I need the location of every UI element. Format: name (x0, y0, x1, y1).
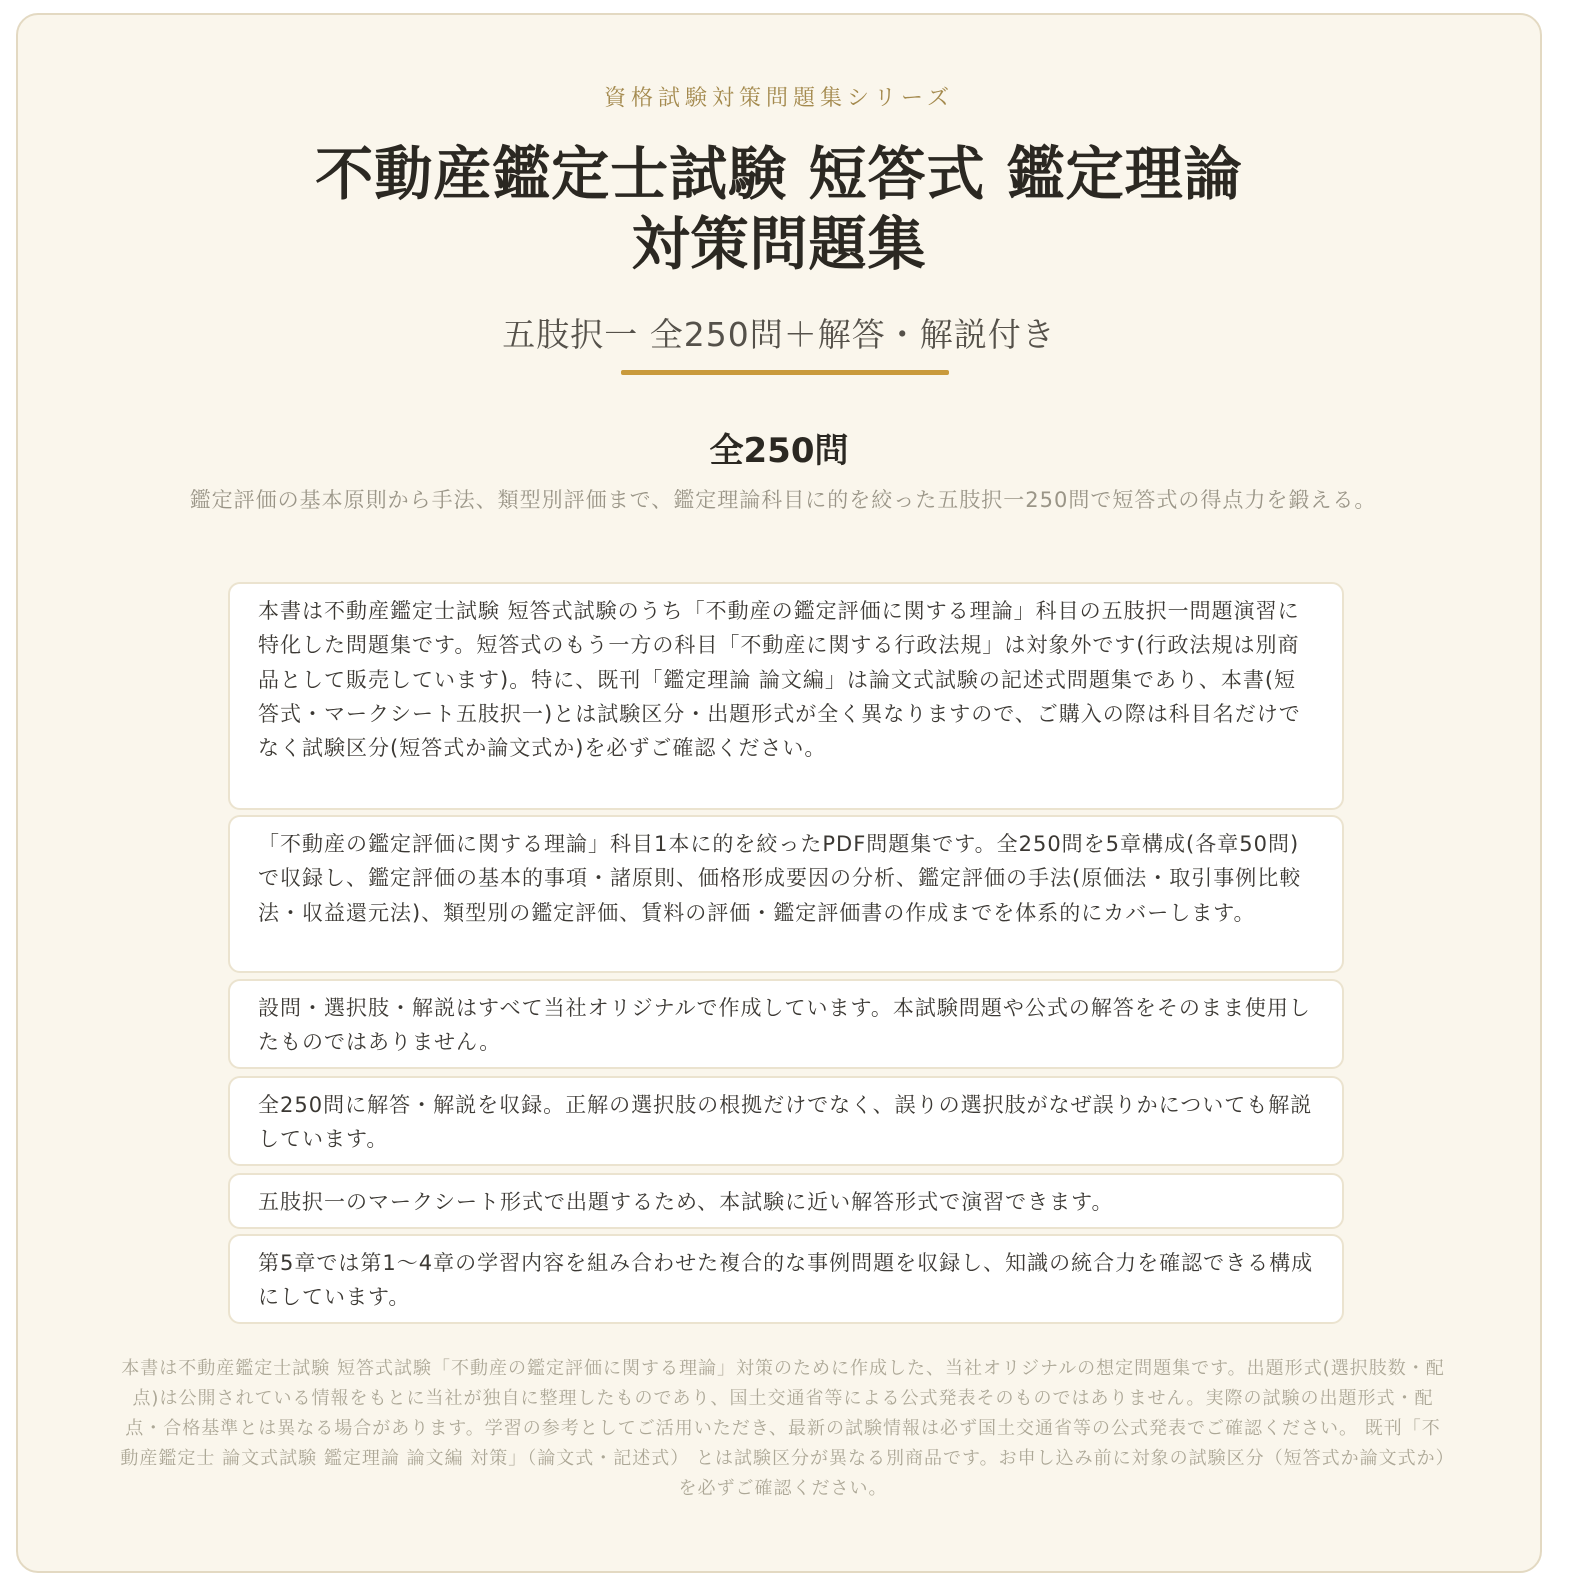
page-title (18, 139, 1540, 279)
series-label: 資格試験対策問題集シリーズ (604, 86, 954, 111)
accent-divider (621, 370, 949, 375)
lead-text: 鑑定評価の基本原則から手法、類型別評価まで、鑑定理論科目に的を絞った五肢択一250問で短答式の得点力を鍛える。 (189, 488, 1377, 512)
feature-box-originality: 設問・選択肢・解説はすべて当社オリジナルで作成しています。本試験問題や公式の解答をそのまま使用したものではありません。 (228, 979, 1344, 1069)
title-line-1: 不動産鑑定士試験 短答式 鑑定理論 (315, 140, 1243, 208)
page-card (16, 13, 1542, 1573)
feature-box-format: 五肢択一のマークシート形式で出題するため、本試験に近い解答形式で演習できます。 (228, 1173, 1344, 1229)
disclaimer-note: 本書は不動産鑑定士試験 短答式試験「不動産の鑑定評価に関する理論」対策のために作成した、当社オリジナルの想定問題集です。出題形式(選択肢数・配点)は公開されている情報をもとに当社が独自に整理したものであり、国土交通省等による公式発表そのものではありません。実際の試験の出題形式・配点・合格基準とは異なる場合があります。学習の参考としてご活用いただき、最新の試験情報は必ず国土交通省等の公式発表でご確認ください。 既刊「不動産鑑定士 論文式試験 鑑定理論 論文編 対策」（論文式・記述式） とは試験区分が異なる別商品です。お申し込み前に対象の試験区分（短答式か論文式か）を必ずご確認ください。 (120, 1358, 1446, 1499)
feature-box-contents: 「不動産の鑑定評価に関する理論」科目1本に的を絞ったPDF問題集です。全250問を5章構成(各章50問)で収録し、鑑定評価の基本的事項・諸原則、価格形成要因の分析、鑑定評価の手法(原価法・取引事例比較法・収益還元法)、類型別の鑑定評価、賃料の評価・鑑定評価書の作成までを体系的にカバーします。 (228, 815, 1344, 973)
feature-box-explanations: 全250問に解答・解説を収録。正解の選択肢の根拠だけでなく、誤りの選択肢がなぜ誤りかについても解説しています。 (228, 1076, 1344, 1166)
question-count: 全250問 (709, 431, 849, 471)
title-line-2: 対策問題集 (631, 210, 927, 278)
subtitle: 五肢択一 全250問＋解答・解説付き (502, 315, 1056, 354)
feature-box-scope: 本書は不動産鑑定士試験 短答式試験のうち「不動産の鑑定評価に関する理論」科目の五肢択一問題演習に特化した問題集です。短答式のもう一方の科目「不動産に関する行政法規」は対象外です(行政法規は別商品として販売しています)。特に、既刊「鑑定理論 論文編」は論文式試験の記述式問題集であり、本書(短答式・マークシート五肢択一)とは試験区分・出題形式が全く異なりますので、ご購入の際は科目名だけでなく試験区分(短答式か論文式か)を必ずご確認ください。 (228, 582, 1344, 810)
feature-box-chapter5: 第5章では第1〜4章の学習内容を組み合わせた複合的な事例問題を収録し、知識の統合力を確認できる構成にしています。 (228, 1234, 1344, 1324)
